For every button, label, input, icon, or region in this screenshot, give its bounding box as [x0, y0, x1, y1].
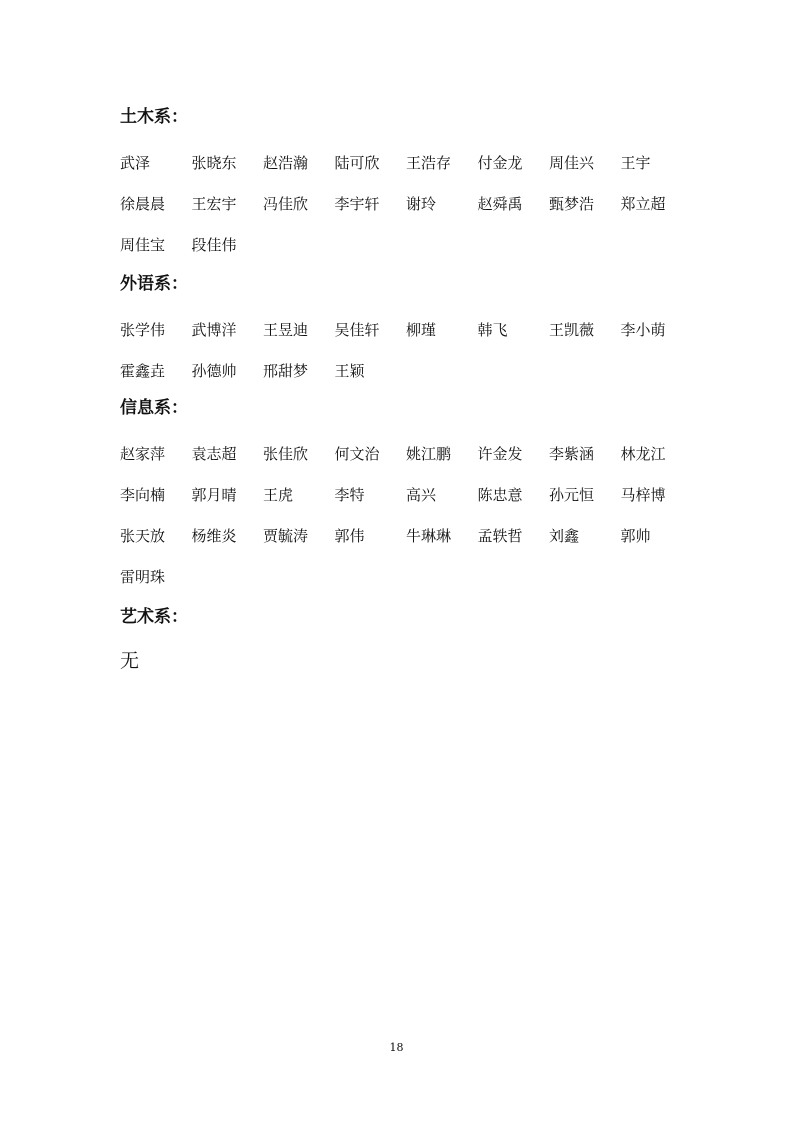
person-name: 王浩存: [406, 154, 452, 172]
person-name: 孟轶哲: [477, 527, 523, 545]
person-name: 霍鑫垚: [120, 362, 166, 380]
person-name: 赵舜禹: [477, 195, 523, 213]
person-name: 邢甜梦: [263, 362, 309, 380]
person-name: 韩飞: [477, 321, 508, 339]
person-name: 陈忠意: [477, 486, 523, 504]
person-name: 郭帅: [620, 527, 651, 545]
person-name: 李紫涵: [549, 445, 595, 463]
person-name: 孙元恒: [549, 486, 595, 504]
section-heading: 信息系：: [120, 398, 188, 418]
person-name: 雷明珠: [120, 568, 166, 586]
person-name: 赵家萍: [120, 445, 166, 463]
person-name: 张天放: [120, 527, 166, 545]
person-name: 何文治: [334, 445, 380, 463]
person-name: 牛琳琳: [406, 527, 452, 545]
person-name: 徐晨晨: [120, 195, 166, 213]
person-name: 李宇轩: [334, 195, 380, 213]
section-information: [120, 398, 700, 598]
section-heading: 艺术系：: [120, 607, 188, 627]
person-name: 付金龙: [477, 154, 523, 172]
person-name: 高兴: [406, 486, 437, 504]
person-name: 郭伟: [334, 527, 365, 545]
person-name: 李小萌: [620, 321, 666, 339]
person-name: 杨维炎: [191, 527, 237, 545]
person-name: 王宇: [620, 154, 651, 172]
person-name: 李特: [334, 486, 365, 504]
person-name: 周佳宝: [120, 236, 166, 254]
name-list: [120, 143, 700, 266]
page-number: 18: [389, 1041, 404, 1054]
person-name: 贾毓涛: [263, 527, 309, 545]
person-name: 王颖: [334, 362, 365, 380]
person-name: 姚江鹏: [406, 445, 452, 463]
person-name: 段佳伟: [191, 236, 237, 254]
person-name: 袁志超: [191, 445, 237, 463]
person-name: 王昱迪: [263, 321, 309, 339]
person-name: 柳瑾: [406, 321, 437, 339]
person-name: 张佳欣: [263, 445, 309, 463]
person-name: 林龙江: [620, 445, 666, 463]
person-name: 李向楠: [120, 486, 166, 504]
person-name: 武博洋: [191, 321, 237, 339]
person-name: 谢玲: [406, 195, 437, 213]
person-name: 许金发: [477, 445, 523, 463]
section-arts: [120, 607, 700, 672]
name-list: [120, 310, 700, 392]
section-heading: 土木系：: [120, 107, 188, 127]
section-foreign-languages: [120, 274, 700, 392]
person-name: 赵浩瀚: [263, 154, 309, 172]
person-name: 郭月晴: [191, 486, 237, 504]
person-name: 孙德帅: [191, 362, 237, 380]
person-name: 马梓博: [620, 486, 666, 504]
section-heading: 外语系：: [120, 274, 188, 294]
person-name: 王虎: [263, 486, 294, 504]
none-note: 无: [120, 650, 140, 672]
person-name: 武泽: [120, 154, 151, 172]
person-name: 周佳兴: [549, 154, 595, 172]
person-name: 郑立超: [620, 195, 666, 213]
person-name: 陆可欣: [334, 154, 380, 172]
person-name: 冯佳欣: [263, 195, 309, 213]
person-name: 张晓东: [191, 154, 237, 172]
person-name: 刘鑫: [549, 527, 580, 545]
person-name: 王凯薇: [549, 321, 595, 339]
person-name: 吴佳轩: [334, 321, 380, 339]
person-name: 王宏宇: [191, 195, 237, 213]
person-name: 张学伟: [120, 321, 166, 339]
person-name: 甄梦浩: [549, 195, 595, 213]
name-list: [120, 434, 700, 598]
section-civil-engineering: [120, 107, 700, 266]
